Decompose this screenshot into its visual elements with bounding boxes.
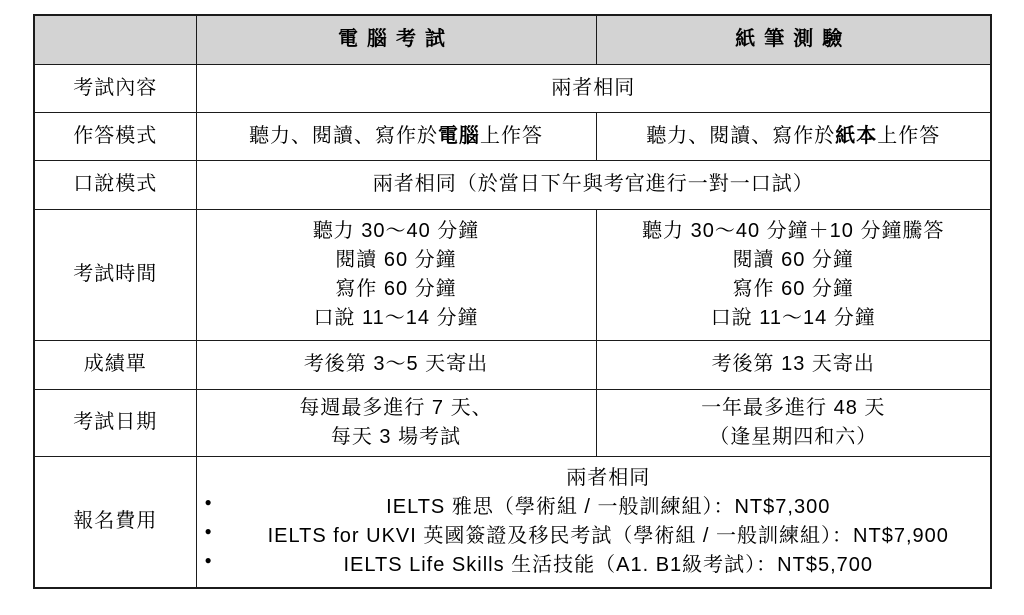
row-score-report (34, 340, 991, 389)
cell-answer-mode-computer (196, 112, 596, 160)
exam-time-computer-line: 閱讀 60 分鐘 (335, 248, 457, 271)
cell-exam-dates-computer (196, 389, 596, 456)
row-label-fees: 報名費用 (34, 456, 196, 588)
exam-dates-paper-line: 一年最多進行 48 天 (701, 396, 886, 419)
header-paper-test: 紙筆測驗 (596, 15, 991, 64)
exam-dates-computer-line: 每天 3 場考試 (330, 425, 462, 448)
exam-dates-paper-line: （逢星期四和六） (709, 425, 878, 448)
exam-dates-computer-line: 每週最多進行 7 天、 (299, 396, 493, 419)
row-exam-time (34, 209, 991, 340)
cell-exam-time-paper (596, 209, 991, 340)
row-label-answer-mode: 作答模式 (34, 112, 196, 160)
answer-mode-computer-bold: 電腦 (438, 124, 480, 147)
row-label-speaking-mode: 口說模式 (34, 160, 196, 209)
header-empty-cell (34, 15, 196, 64)
cell-score-report-paper: 考後第 13 天寄出 (596, 340, 991, 389)
answer-mode-paper-post: 上作答 (877, 124, 941, 147)
cell-answer-mode-paper (596, 112, 991, 160)
ielts-test-comparison-table (33, 14, 992, 589)
cell-exam-dates-paper (596, 389, 991, 456)
cell-exam-time-computer (196, 209, 596, 340)
row-fees (34, 456, 991, 588)
row-speaking-mode (34, 160, 991, 209)
cell-fees-both (196, 456, 991, 588)
row-label-exam-content: 考試內容 (34, 64, 196, 112)
cell-exam-content-both: 兩者相同 (196, 64, 991, 112)
exam-time-computer-line: 口說 11～14 分鐘 (313, 306, 479, 329)
row-label-exam-dates: 考試日期 (34, 389, 196, 456)
exam-time-paper-line: 口說 11～14 分鐘 (710, 306, 876, 329)
exam-time-paper-line: 聽力 30～40 分鐘＋10 分鐘騰答 (642, 219, 945, 242)
exam-time-paper-line: 閱讀 60 分鐘 (732, 248, 854, 271)
fee-item-ielts-ukvi: ● IELTS for UKVI 英國簽證及移民考試（學術組 / 一般訓練組）：NT$7,900 (203, 522, 985, 551)
cell-speaking-mode-both: 兩者相同（於當日下午與考官進行一對一口試） (196, 160, 991, 209)
row-label-score-report: 成績單 (34, 340, 196, 389)
fee-item-ielts-life-skills: ● IELTS Life Skills 生活技能（A1. B1級考試）：NT$5,700 (203, 551, 985, 580)
fees-bullet-list (203, 493, 985, 580)
row-exam-content (34, 64, 991, 112)
header-computer-test: 電腦考試 (196, 15, 596, 64)
answer-mode-computer-post: 上作答 (480, 124, 543, 147)
answer-mode-paper-pre: 聽力、閱讀、寫作於 (646, 124, 836, 147)
cell-score-report-computer: 考後第 3～5 天寄出 (196, 340, 596, 389)
fee-item-ielts: ● IELTS 雅思（學術組 / 一般訓練組）：NT$7,300 (203, 493, 985, 522)
fees-intro: 兩者相同 (566, 466, 651, 489)
row-label-exam-time: 考試時間 (34, 209, 196, 340)
exam-time-computer-line: 聽力 30～40 分鐘 (312, 219, 480, 242)
row-answer-mode (34, 112, 991, 160)
exam-time-computer-line: 寫作 60 分鐘 (335, 277, 457, 300)
header-row (34, 15, 991, 64)
exam-time-paper-line: 寫作 60 分鐘 (732, 277, 854, 300)
answer-mode-paper-bold: 紙本 (835, 124, 878, 147)
row-exam-dates (34, 389, 991, 456)
answer-mode-computer-pre: 聽力、閱讀、寫作於 (249, 124, 438, 147)
